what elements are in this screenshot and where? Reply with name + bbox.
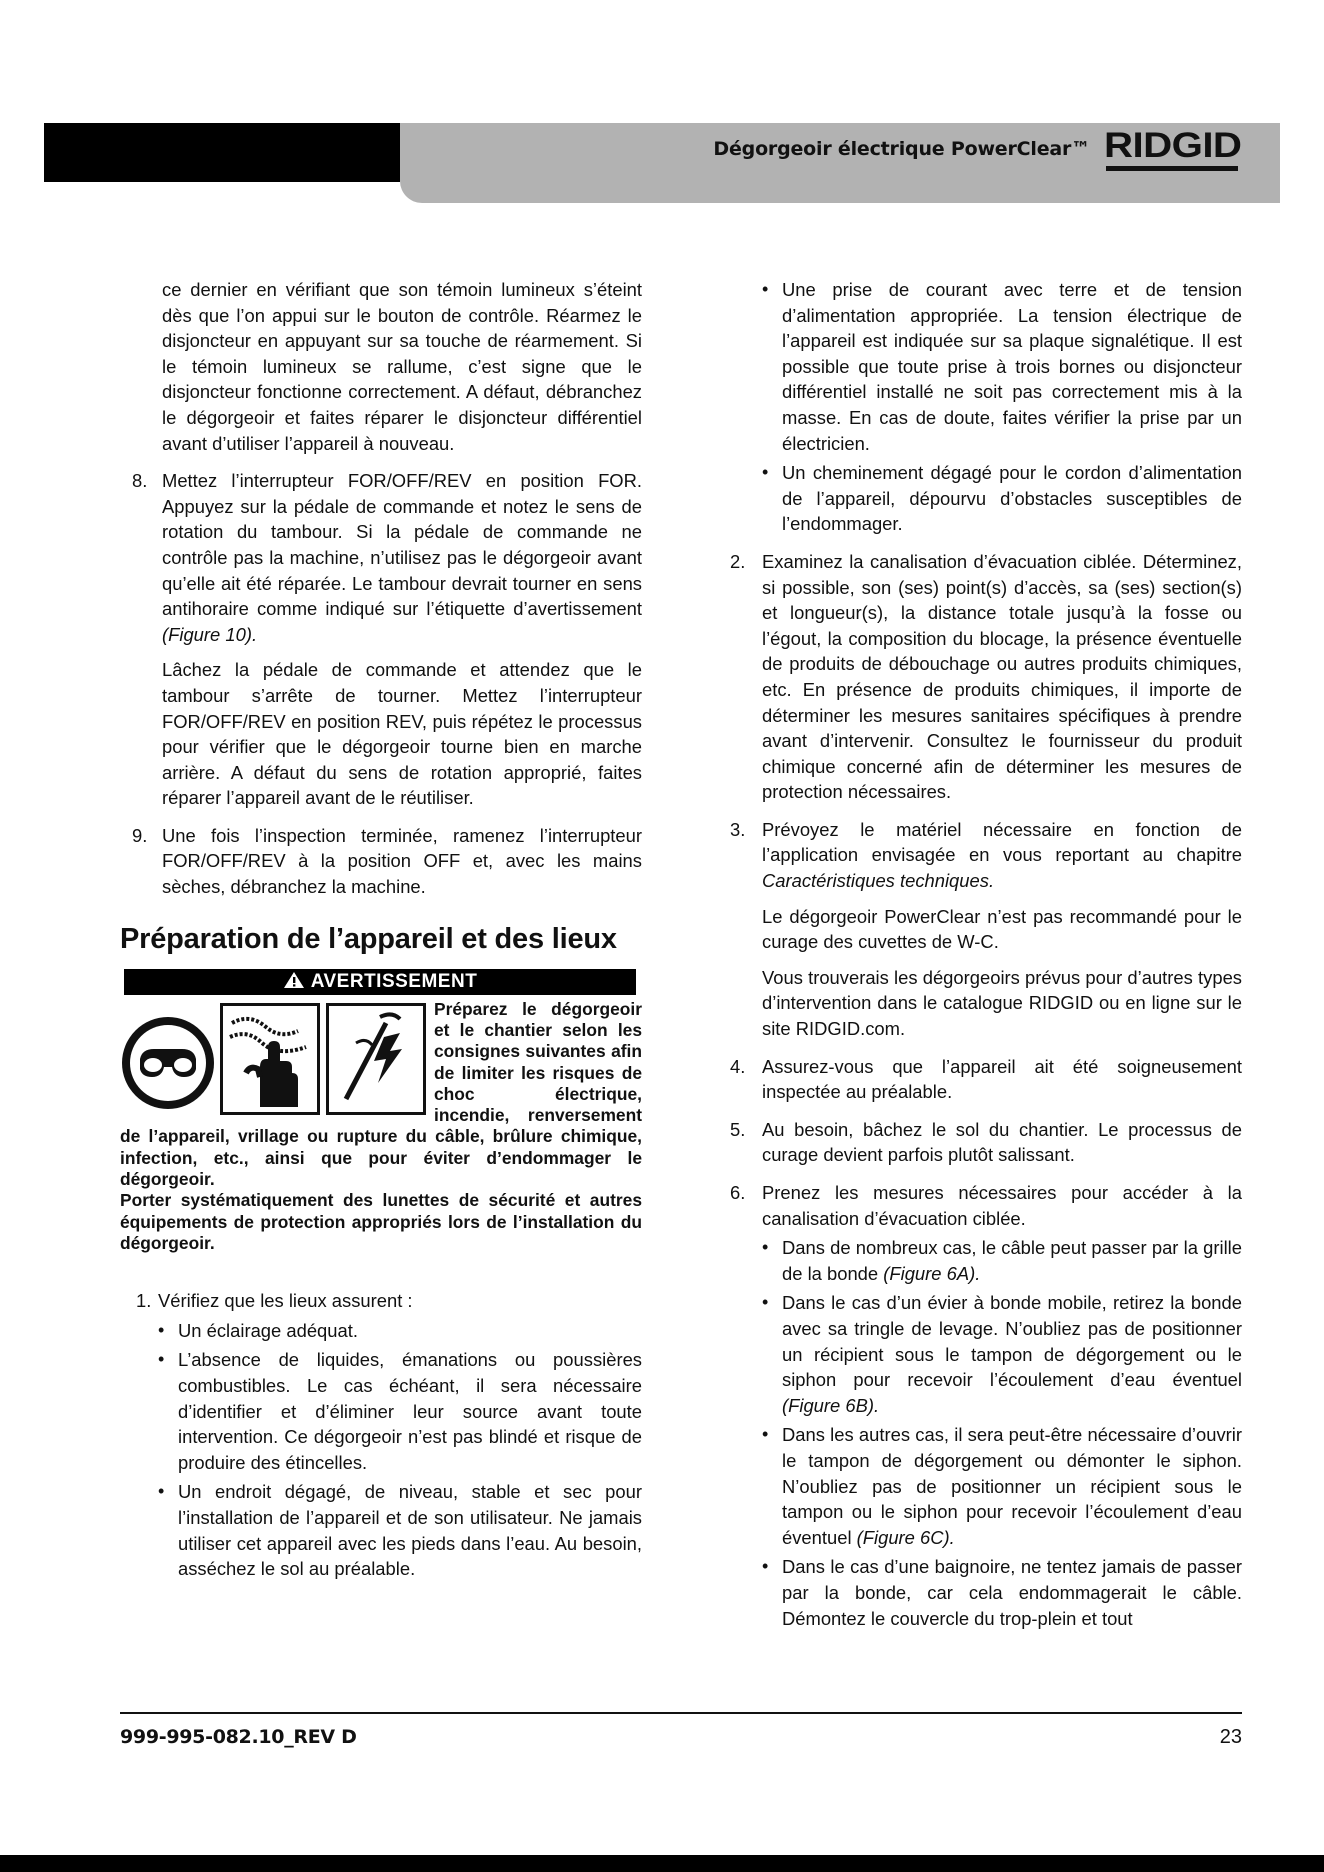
ridgid-logo <box>1104 126 1244 174</box>
intro-text: ce dernier en vérifiant que son témoin lumineux s’éteint dès que l’on appui sur le bouton de contrôle. Réarmez le disjoncteur en appuyant sur sa touche de réarmement. Si le témoin lumineux se rallume, c’est signe que le disjoncteur fonctionne correctement. A défaut, débranchez le dégorgeoir et faites réparer le disjoncteur différentiel avant d’utiliser l’appareil à nouveau. <box>162 279 642 454</box>
item-number: 2. <box>730 550 746 572</box>
bullet-icon: • <box>762 1424 769 1445</box>
header-black-block <box>44 123 400 182</box>
warning-label: AVERTISSEMENT <box>310 970 478 992</box>
bullet-item: • Un endroit dégagé, de niveau, stable et sec pour l’installation de l’appareil et de son utilisateur. Ne jamais utiliser cet appareil avec les pieds dans l’eau. Au besoin, asséchez le sol au préalable. <box>158 1481 642 1580</box>
warning-box <box>120 999 642 1255</box>
item-3-text: Prévoyez le matériel nécessaire en fonction de l’application envisagée en vous reportant au chapitre Caractéristiques techniques. <box>762 818 1242 892</box>
list-item-3: 3. Prévoyez le matériel nécessaire en fonction de l’application envisagée en vous reportant au chapitre Caractéristiques techniques. Le dégorgeoir PowerClear n’est pas recommandé pour le curage des cuvettes de W-C. Vous trouverais les dégorgeoirs prévus pour d’autres types d’intervention dans le catalogue RIDGID ou en ligne sur le site RIDGID.com. <box>730 818 1242 1040</box>
bullet-item: • Un cheminement dégagé pour le cordon d’alimentation de l’appareil, dépourvu d’obstacles susceptibles de l’endommager. <box>762 462 1242 535</box>
list-item-6: 6. Prenez les mesures nécessaires pour accéder à la canalisation d’évacuation ciblée. • Dans de nombreux cas, le câble peut passer par la grille de la bonde (Figure 6A). • Dans le cas d’un évier à bonde mobile, retirez la bonde avec sa tringle de levage. N’oubliez pas de positionner un récipient sous le tampon de dégorgement ou le siphon pour recevoir l’écoulement d’eau éventuel (Figure 6B). • Dans les autres cas, il sera peut-être nécessaire d’ouvrir le tampon de dégorgement ou démonter le siphon. N’oubliez pas de positionner un récipient sous le tampon ou le siphon pour recevoir l’écoulement d’eau éventuel (Figure 6C). • Dans le cas d’une baignoire, ne tentez jamais de passer par la bonde, car cela endommagerait le câble. Démontez le couvercle du trop-plein et tout <box>730 1180 1242 1631</box>
figure-ref: (Figure 6A). <box>883 1262 981 1284</box>
bullet-item: • Dans de nombreux cas, le câble peut passer par la grille de la bonde (Figure 6A). <box>762 1237 1242 1284</box>
bullet-item: • Dans le cas d’un évier à bonde mobile, retirez la bonde avec sa tringle de levage. N’oubliez pas de positionner un récipient sous le tampon de dégorgement ou le siphon pour recevoir l’écoulement d’eau éventuel (Figure 6B). <box>762 1292 1242 1416</box>
left-column <box>120 277 642 1594</box>
item-number: 9. <box>132 824 148 846</box>
bullet-item: • Dans les autres cas, il sera peut-être nécessaire d’ouvrir le tampon de dégorgement ou démonter le siphon. N’oubliez pas de positionner un récipient sous le tampon ou le siphon pour recevoir l’écoulement d’eau éventuel (Figure 6C). <box>762 1424 1242 1548</box>
warning-text-2: Porter systématiquement des lunettes de sécurité et autres équipements de protection appropriés lors de l’installation du dégorgeoir. <box>120 1190 642 1253</box>
list-item-9 <box>120 823 642 900</box>
item-8-text-2: Lâchez la pédale de commande et attendez que le tambour s’arrête de tourner. Mettez l’interrupteur FOR/OFF/REV en position REV, puis répétez le processus pour vérifier que le dégorgeoir tourne bien en marche arrière. A défaut du sens de rotation approprié, faites réparer l’appareil avant de le réutiliser. <box>162 659 642 809</box>
bullet-item: • L’absence de liquides, émanations ou poussières combustibles. Le cas échéant, il sera nécessaire d’identifier et d’éliminer leur source avant toute intervention. Ce dégorgeoir n’est pas blindé et risque de produire des étincelles. <box>158 1349 642 1473</box>
bullet-item: • Dans le cas d’une baignoire, ne tentez jamais de passer par la bonde, car cela endommagerait le câble. Démontez le couvercle du trop-plein et tout <box>762 1556 1242 1629</box>
warning-pictograms <box>120 1001 426 1113</box>
bottom-scan-edge <box>0 1855 1324 1872</box>
item-number: 8. <box>132 470 148 492</box>
chapter-ref: Caractéristiques techniques. <box>762 870 995 892</box>
item-number: 5. <box>730 1118 746 1140</box>
bullet-item: • Un éclairage adéquat. <box>158 1318 642 1344</box>
right-continued-bullets <box>730 277 1242 537</box>
item-number: 1. <box>136 1290 152 1312</box>
figure-ref: (Figure 6C). <box>856 1526 955 1548</box>
safety-glasses-icon <box>120 1015 216 1111</box>
list-item-1 <box>120 1288 642 1582</box>
figure-ref: (Figure 10). <box>162 623 258 645</box>
page-number: 23 <box>1219 1726 1242 1748</box>
document-number: 999-995-082.10_REV D <box>120 1726 357 1748</box>
list-item-4: 4. Assurez-vous que l’appareil ait été soigneusement inspectée au préalable. <box>730 1055 1242 1103</box>
bullet-icon: • <box>762 462 769 483</box>
right-column <box>730 277 1242 1643</box>
bullet-icon: • <box>762 1556 769 1577</box>
logo-underline <box>1106 166 1238 171</box>
item-number: 3. <box>730 818 746 840</box>
electric-shock-icon <box>326 1003 426 1115</box>
bullet-icon: • <box>762 1292 769 1313</box>
list-item-2: 2. Examinez la canalisation d’évacuation ciblée. Déterminez, si possible, son (ses) point(s) d’accès, sa (ses) section(s) et longueur(s), la distance totale jusqu’à la fosse ou l’égout, la composition du blocage, la présence éventuelle de produits de débouchage ou autres produits chimiques, etc. En présence de produits chimiques, il importe de déterminer les mesures sanitaires spécifiques à prendre avant d’intervenir. Consultez le fournisseur du produit chimique concerné afin de déterminer les mesures de protection nécessaires. <box>730 550 1242 803</box>
bullet-icon: • <box>158 1349 165 1370</box>
warning-triangle-icon <box>283 971 305 989</box>
warning-text: Préparez le dégorgeoir et le chantier selon les consignes suivantes afin de limiter les risques de choc électrique, incendie, renversement de l’appareil, vrillage ou rupture du câble, brûlure chimique, infection, etc., ainsi que pour éviter d’endommager le dégorgeoir. <box>120 998 642 1190</box>
figure-ref: (Figure 6B). <box>782 1394 880 1416</box>
item-number: 4. <box>730 1055 746 1077</box>
logo-text: RIDGID <box>1104 126 1242 165</box>
section-heading: Préparation de l’appareil et des lieux <box>120 922 617 955</box>
header-title: Dégorgeoir électrique PowerClear™ <box>713 138 1090 160</box>
warning-banner <box>124 969 636 995</box>
bullet-item: • Une prise de courant avec terre et de tension d’alimentation appropriée. La tension électrique de l’appareil est indiquée sur sa plaque signalétique. Il est possible que toute prise à trois bornes ou disjoncteur différentiel installé ne soit pas correctement mis à la masse. En cas de doute, faites vérifier la prise par un électricien. <box>762 279 1242 454</box>
item-8-text: Mettez l’interrupteur FOR/OFF/REV en position FOR. Appuyez sur la pédale de commande et notez le sens de rotation du tambour. Si la pédale de commande ne contrôle pas la machine, n’utilisez pas le dégorgeoir avant qu’elle ait été réparée. Le tambour devrait tourner en sens antihoraire comme indiqué sur l’étiquette d’avertissement (Figure 10). <box>162 470 642 645</box>
bullet-icon: • <box>762 1237 769 1258</box>
footer-rule <box>120 1712 1242 1714</box>
bullet-icon: • <box>158 1481 165 1502</box>
item-1-text: Vérifiez que les lieux assurent : <box>158 1290 413 1312</box>
hand-entanglement-icon <box>220 1003 320 1115</box>
item-number: 6. <box>730 1182 746 1203</box>
bullet-icon: • <box>762 279 769 299</box>
item-9-text: Une fois l’inspection terminée, ramenez l’interrupteur FOR/OFF/REV à la position OFF et, avec les mains sèches, débranchez la machine. <box>162 824 642 898</box>
list-item-8 <box>120 468 642 811</box>
bullet-icon: • <box>158 1319 165 1340</box>
list-item-5: 5. Au besoin, bâchez le sol du chantier. Le processus de curage devient parfois plutôt salissant. <box>730 1118 1242 1166</box>
intro-paragraph <box>120 277 642 456</box>
